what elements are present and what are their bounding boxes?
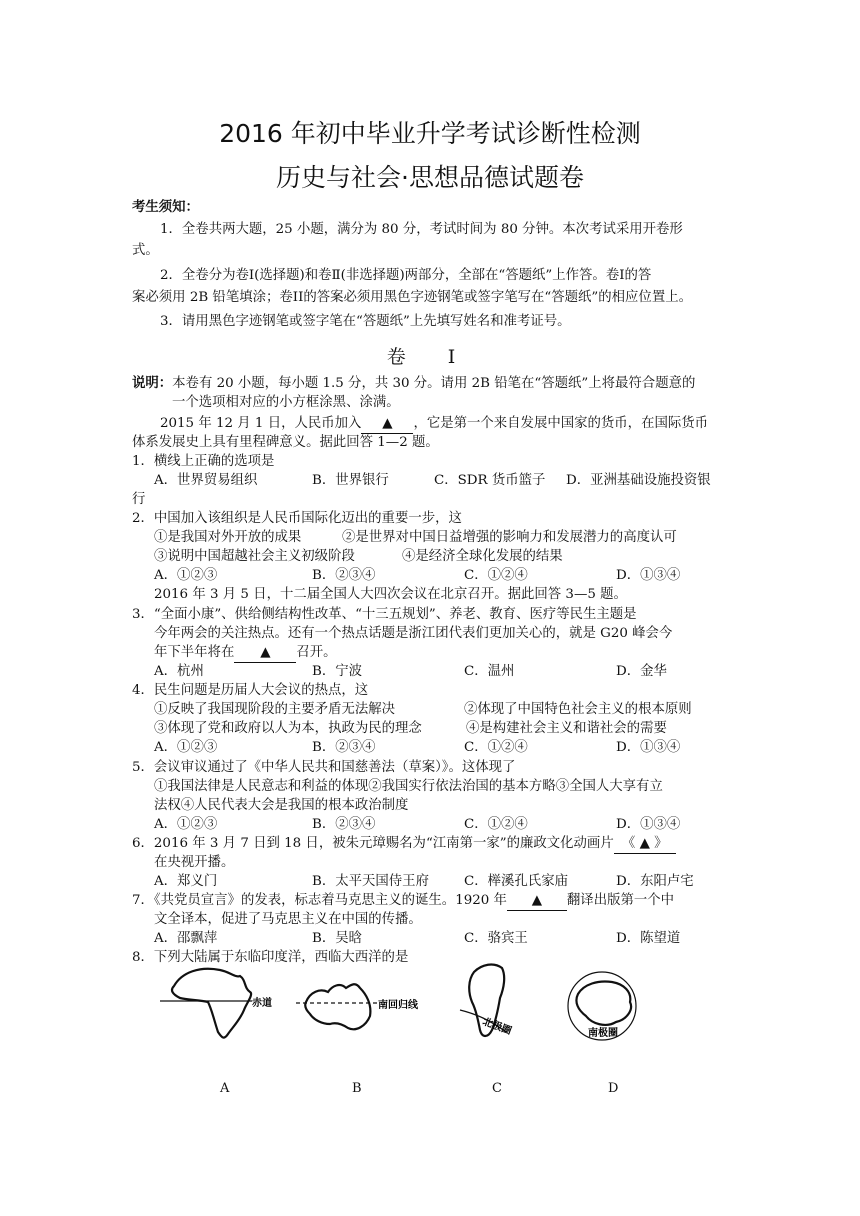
question-6-option-c: C．榉溪孔氏家庙	[464, 874, 568, 889]
question-6-line-1	[132, 834, 732, 854]
question-6-option-d: D．东阳卢宅	[616, 874, 694, 889]
question-7-option-c: C．骆宾王	[464, 931, 528, 946]
map-option-d: D	[608, 1081, 619, 1096]
notice-line-5: 3．请用黑色字迹钢笔或签字笔在“答题纸”上先填写姓名和准考证号。	[160, 314, 571, 329]
question-7-line-1	[132, 891, 732, 911]
question-5-option-a: A．①②③	[154, 817, 218, 832]
exam-title: 2016 年初中毕业升学考试诊断性检测	[219, 119, 641, 148]
question-5-stem: 5．会议审议通过了《中华人民共和国慈善法（草案）》。这体现了	[132, 760, 516, 775]
notice-line-4: 案必须用 2B 铅笔填涂；卷II的答案必须用黑色字迹钢笔或签字笔写在“答题纸”的相应位置上。	[132, 290, 692, 305]
question-4-option-a: A．①②③	[154, 740, 218, 755]
map-australia	[296, 984, 419, 1029]
explain-line-2: 一个选项相对应的小方框涂黑、涂满。	[172, 395, 400, 410]
question-7-text-a: 7．《共党员宣言》的发表，标志着马克思主义的诞生。1920 年	[132, 893, 507, 908]
question-4-stem: 4．民生问题是历届人大会议的热点，这	[132, 683, 369, 698]
question-6-text: 6．2016 年 3 月 7 日到 18 日，被朱元璋赐名为“江南第一家”的廉政文化动画片	[132, 836, 614, 851]
notice-line-3: 2．全卷分为卷I(选择题)和卷Ⅱ(非选择题)两部分，全部在“答题纸”上作答。卷I的答	[160, 268, 652, 283]
notice-heading: 考生须知：	[132, 200, 199, 215]
question-4-option-d: D．①③④	[616, 740, 681, 755]
question-5-option-d: D．①③④	[616, 817, 681, 832]
question-4-option-b: B．②③④	[312, 740, 376, 755]
question-1-option-d: D．亚洲基础设施投资银	[566, 473, 711, 488]
question-5-option-c: C．①②④	[464, 817, 528, 832]
continent-maps-figure	[160, 958, 660, 1088]
question-2-option-a: A．①②③	[154, 568, 218, 583]
question-3-text-b: 召开。	[296, 645, 337, 660]
question-1-option-c: C．SDR 货币篮子	[434, 473, 546, 488]
explain-text-1: 本卷有 20 小题，每小题 1.5 分，共 30 分。请用 2B 铅笔在“答题纸”上将最符合题意的	[172, 376, 696, 391]
question-4-statement-1: ①反映了我国现阶段的主要矛盾无法解决	[154, 702, 396, 717]
question-4-statement-4: ④是构建社会主义和谐社会的需要	[466, 721, 667, 736]
intro-1-text-b: ，它是第一个来自发展中国家的货币，在国际货币	[413, 416, 709, 431]
question-2-statement-3: ③说明中国超越社会主义初级阶段	[154, 549, 355, 564]
question-4-option-c: C．①②④	[464, 740, 528, 755]
question-7-text-b: 翻译出版第一个中	[566, 893, 675, 908]
intro-1-line-1	[160, 414, 760, 434]
exam-subtitle: 历史与社会·思想品德试题卷	[276, 163, 584, 192]
question-2-option-d: D．①③④	[616, 568, 681, 583]
map-option-b: B	[352, 1081, 362, 1096]
intro-1-text-a: 2015 年 12 月 1 日，人民币加入	[160, 416, 362, 431]
question-1-option-a: A．世界贸易组织	[154, 473, 258, 488]
question-6-line-2: 在央视开播。	[154, 855, 235, 870]
question-2-statement-4: ④是经济全球化发展的结果	[402, 549, 563, 564]
intro-2: 2016 年 3 月 5 日，十二届全国人大四次会议在北京召开。据此回答 3—5 题。	[154, 587, 627, 602]
map-label-tropic: 南回归线	[378, 1000, 418, 1011]
intro-1-line-2: 体系发展史上具有里程碑意义。据此回答 1—2 题。	[132, 435, 439, 450]
question-1-option-d-wrap: 行	[132, 492, 146, 507]
question-5-option-b: B．②③④	[312, 817, 376, 832]
section-heading: 卷 Ⅰ	[386, 346, 474, 368]
map-africa	[160, 969, 272, 1038]
question-7-line-2: 文全译本，促进了马克思主义在中国的传播。	[154, 912, 422, 927]
map-greenland	[460, 965, 514, 1038]
question-3-option-d: D．金华	[616, 664, 667, 679]
answer-blank: ▲	[234, 643, 296, 663]
question-5-line-2: ①我国法律是人民意志和利益的体现②我国实行依法治国的基本方略③全国人大享有立	[154, 779, 663, 794]
question-3-option-c: C．温州	[464, 664, 515, 679]
map-option-a: A	[220, 1081, 230, 1096]
question-3-option-b: B．宁波	[312, 664, 363, 679]
map-antarctica	[568, 972, 636, 1040]
notice-line-1: 1．全卷共两大题，25 小题，满分为 80 分，考试时间为 80 分钟。本次考试采用开卷形	[160, 222, 683, 237]
notice-line-2: 式。	[132, 243, 159, 258]
question-7-option-a: A．邵飘萍	[154, 931, 218, 946]
answer-blank: 《 ▲ 》	[614, 834, 676, 854]
question-4-statement-2: ②体现了中国特色社会主义的根本原则	[464, 702, 692, 717]
question-2-option-b: B．②③④	[312, 568, 376, 583]
question-3-line-2: 今年两会的关注热点。还有一个热点话题是浙江团代表们更加关心的，就是 G20 峰会今	[154, 626, 673, 641]
question-3-text-a: 年下半年将在	[154, 645, 235, 660]
question-1-stem: 1．横线上正确的选项是	[132, 454, 275, 469]
question-2-statement-2: ②是世界对中国日益增强的影响力和发展潜力的高度认可	[342, 530, 677, 545]
question-3-line-1: 3．“全面小康”、供给侧结构性改革、“十三五规划”、养老、教育、医疗等民生主题是	[132, 607, 637, 622]
explain-line-1	[132, 374, 732, 393]
map-option-c: C	[492, 1081, 502, 1096]
explain-label: 说明：	[132, 376, 173, 391]
question-6-option-b: B．太平天国侍王府	[312, 874, 429, 889]
question-3-line-3	[154, 643, 754, 663]
question-1-option-b: B．世界银行	[312, 473, 389, 488]
question-2-statement-1: ①是我国对外开放的成果	[154, 530, 302, 545]
map-label-equator: 赤道	[252, 998, 272, 1009]
question-2-stem: 2．中国加入该组织是人民币国际化迈出的重要一步，这	[132, 511, 462, 526]
question-5-line-3: 法权④人民代表大会是我国的根本政治制度	[154, 798, 409, 813]
question-7-option-d: D．陈望道	[616, 931, 681, 946]
question-6-option-a: A．郑义门	[154, 874, 218, 889]
map-label-antarctic-circle: 南极圈	[588, 1028, 618, 1039]
question-8-stem: 8．下列大陆属于东临印度洋，西临大西洋的是	[132, 950, 409, 965]
question-3-option-a: A．杭州	[154, 664, 204, 679]
question-2-option-c: C．①②④	[464, 568, 528, 583]
answer-blank: ▲	[507, 891, 567, 911]
answer-blank: ▲	[361, 414, 413, 434]
map-label-arctic-circle: 北极圈	[480, 1016, 513, 1038]
question-7-option-b: B．吴晗	[312, 931, 363, 946]
question-4-statement-3: ③体现了党和政府以人为本，执政为民的理念	[154, 721, 422, 736]
